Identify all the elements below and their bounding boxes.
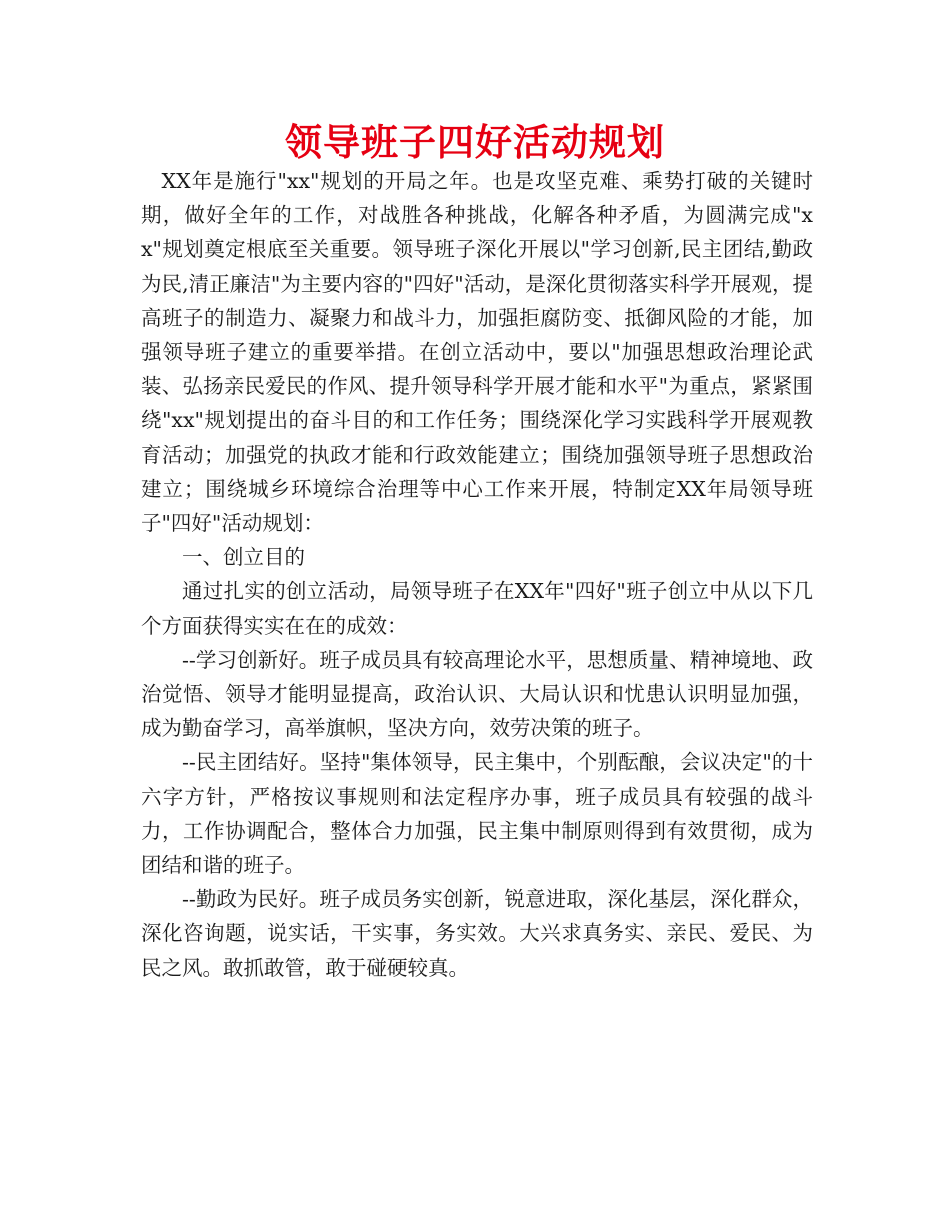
goal-diligent-governance: --勤政为民好。班子成员务实创新，锐意进取，深化基层，深化群众，深化咨询题，说实话，干实事，务实效。大兴求真务实、亲民、爱民、为民之风。敢抓敢管，敢于碰硬较真。 — [141, 887, 813, 980]
section-heading-goals: 一、创立目的 — [182, 545, 305, 570]
document-body — [141, 164, 813, 985]
goal-study-innovation: --学习创新好。班子成员具有较高理论水平，思想质量、精神境地、政治觉悟、领导才能明显提高，政治认识、大局认识和忧患认识明显加强，成为勤奋学习，高举旗帜，坚决方向，效劳决策的班子。 — [141, 647, 813, 741]
intro-paragraph: XX年是施行"xx"规划的开局之年。也是攻坚克难、乘势打破的关键时期，做好全年的工作，对战胜各种挑战，化解各种矛盾，为圆满完成"xx"规划奠定根底至关重要。领导班子深化开展以"学习创新,民主团结,勤政为民,清正廉洁"为主要内容的"四好"活动，是深化贯彻落实科学开展观，提高班子的制造力、凝聚力和战斗力，加强拒腐防变、抵御风险的才能，加强领导班子建立的重要举措。在创立活动中，要以"加强思想政治理论武装、弘扬亲民爱民的作风、提升领导科学开展才能和水平"为重点，紧紧围绕"xx"规划提出的奋斗目的和工作任务；围绕深化学习实践科学开展观教育活动；加强党的执政才能和行政效能建立；围绕加强领导班子思想政治建立；围绕城乡环境综合治理等中心工作来开展，特制定XX年局领导班子"四好"活动规划： — [141, 169, 813, 536]
goals-paragraph: 通过扎实的创立活动，局领导班子在XX年"四好"班子创立中从以下几个方面获得实实在在的成效： — [141, 579, 813, 638]
document-title: 领导班子四好活动规划 — [285, 121, 665, 164]
goal-democracy-unity: --民主团结好。坚持"集体领导，民主集中，个别酝酿，会议决定"的十六字方针，严格按议事规则和法定程序办事，班子成员具有较强的战斗力，工作协调配合，整体合力加强，民主集中制原则得到有效贯彻，成为团结和谐的班子。 — [141, 750, 813, 878]
